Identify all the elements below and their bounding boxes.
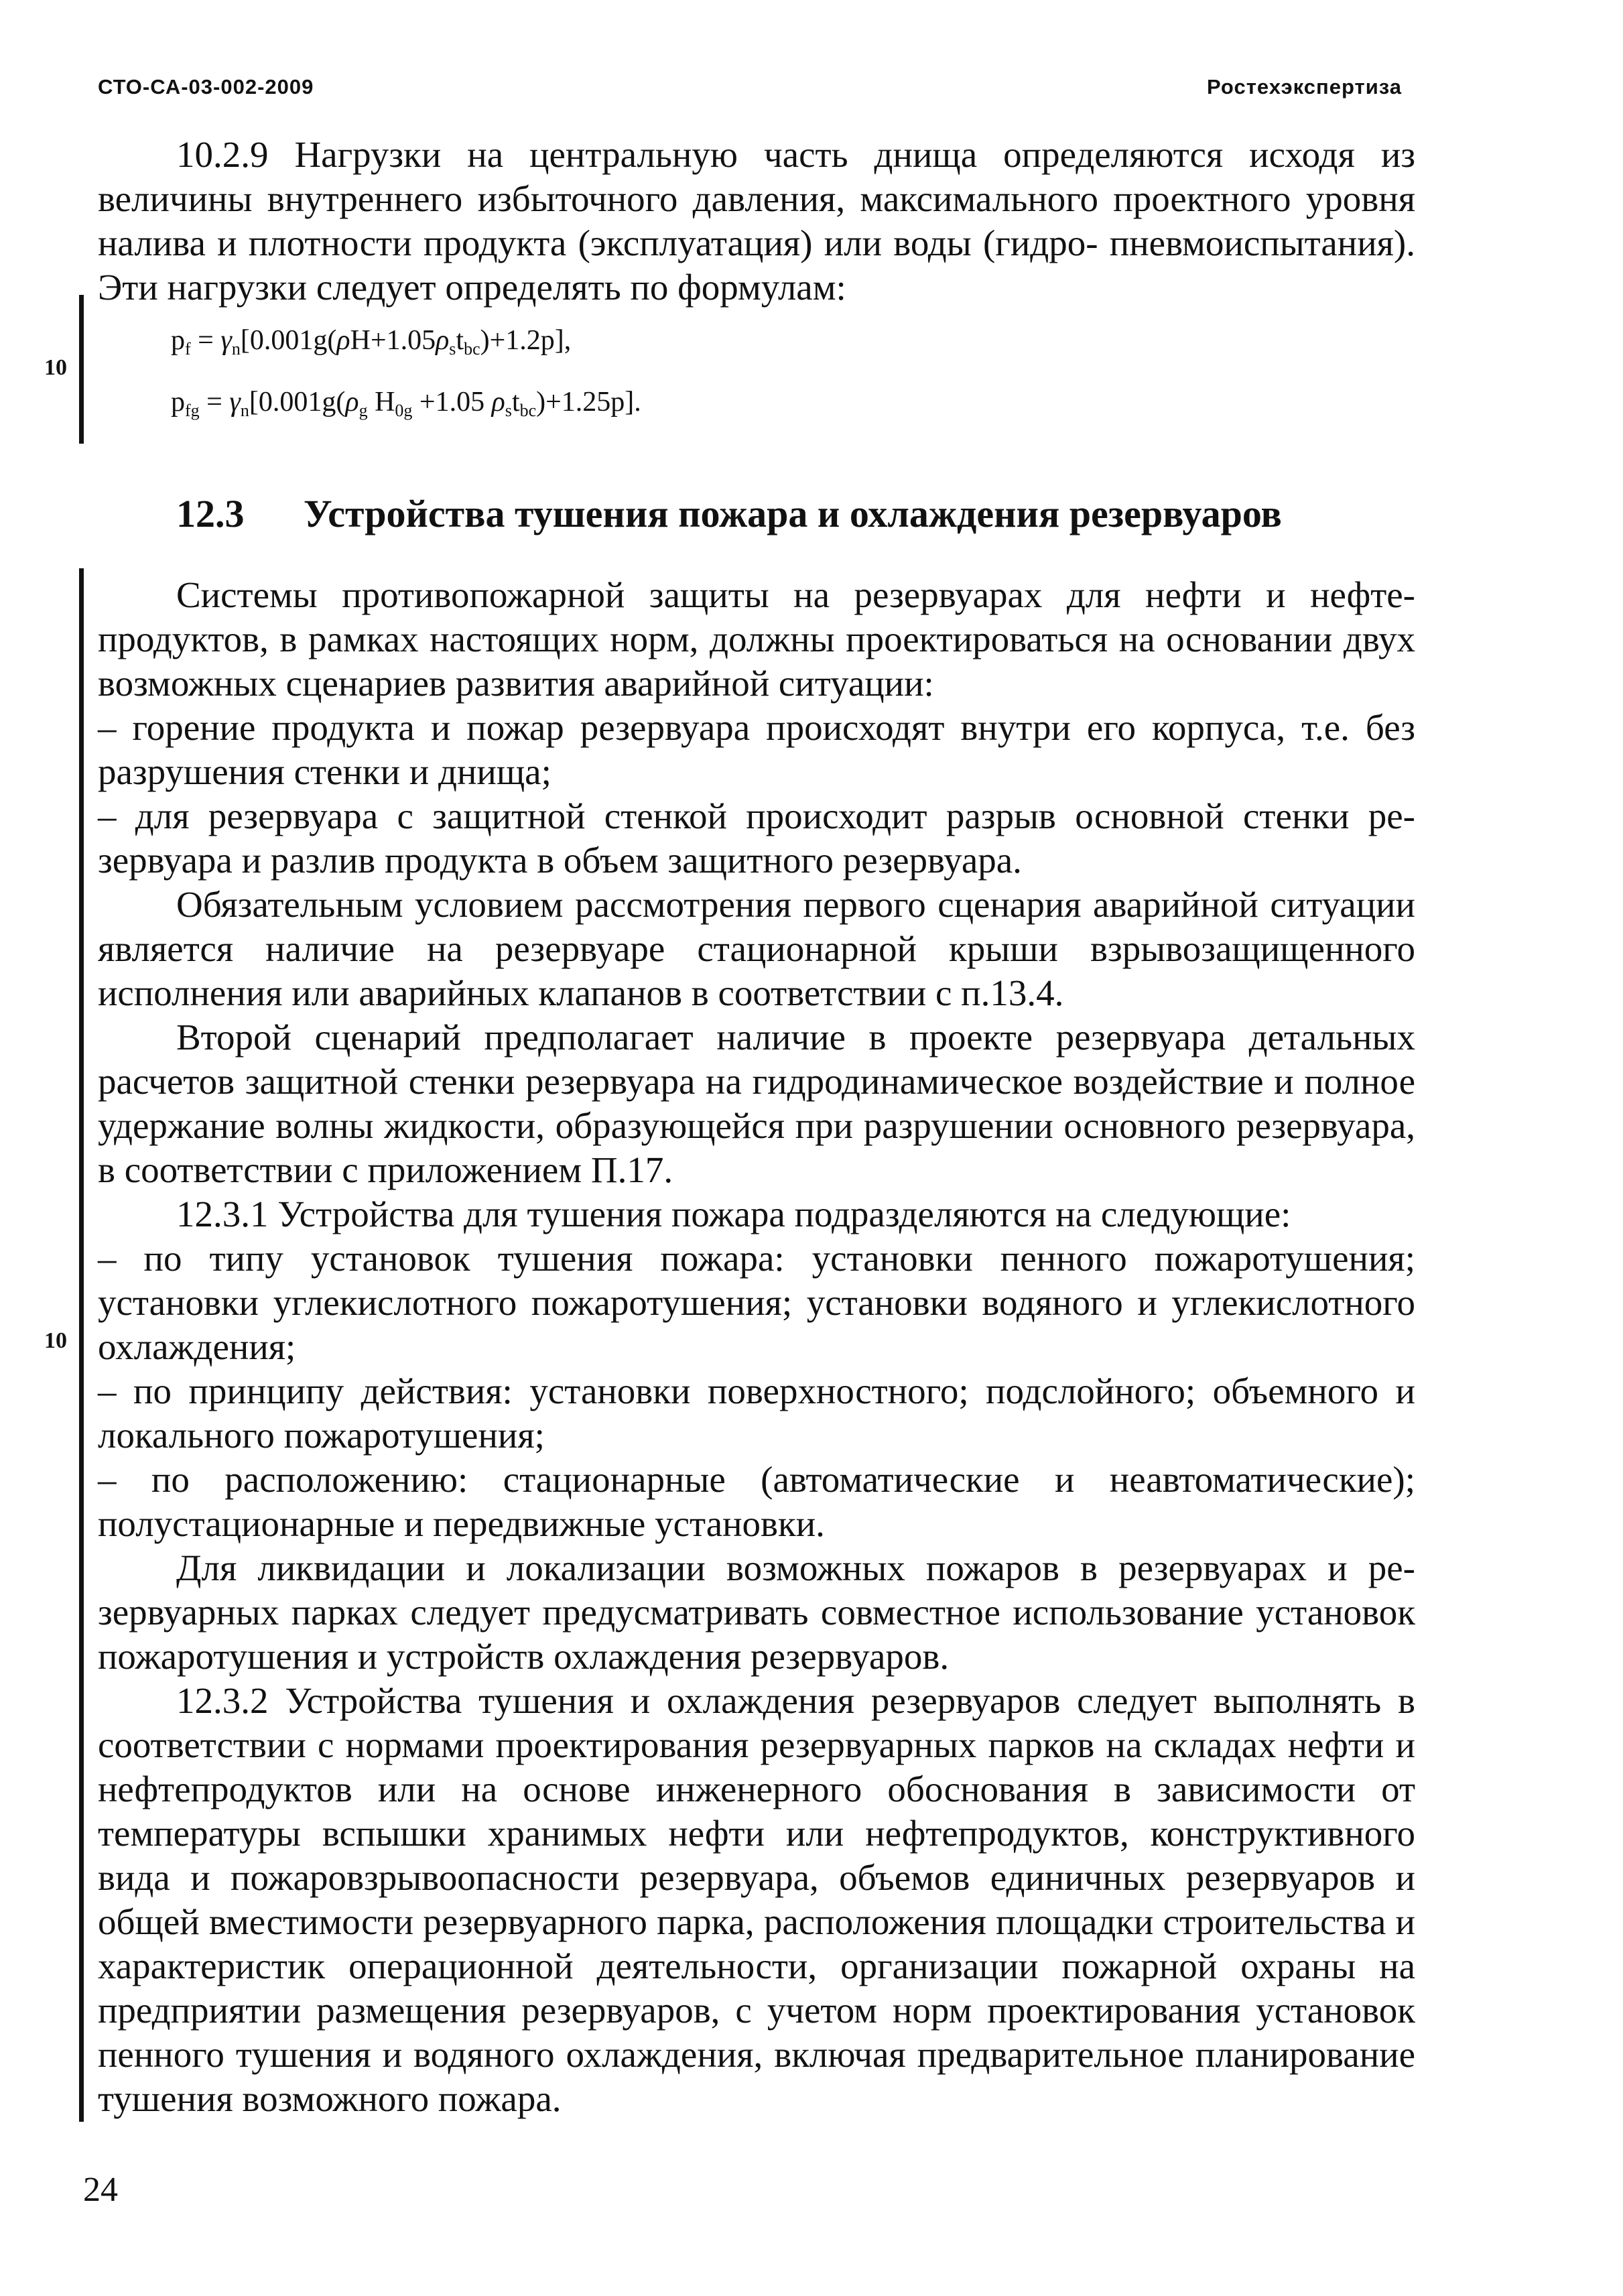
revision-number: 10 [44,1328,67,1353]
paragraph: Для ликвидации и локализации возможных пожаров в резервуарах и резервуарных парках следует предусматривать совместное использование установок пожаротушения и устройств охлаждения резервуаров. [98,1547,1415,1677]
organization-name: Ростехэкспертиза [1207,75,1402,99]
revision-bar [79,295,84,444]
section-number: 12.3 [176,492,245,535]
list-item: – горение продукта и пожар резервуара происходят внутри его корпуса, т.е. без разрушения стенки и днища; [98,707,1415,792]
section-title: Устройства тушения пожара и охлаждения резервуаров [304,492,1282,535]
paragraph: Второй сценарий предполагает наличие в проекте резервуара детальных расчетов защитной стенки резервуара на гидродинамическое воздействие и полное удержание волны жидкости, образующейся при разрушении основного резервуара, в соответствии с приложением П.17. [98,1017,1415,1190]
revision-number: 10 [44,355,67,380]
paragraph: Обязательным условием рассмотрения первого сценария аварийной ситуации является наличие на резервуаре стационарной крыши взрывозащищенного исполнения или аварийных клапанов в соответствии с п.13.4. [98,884,1415,1013]
paragraph-12-3-2: 12.3.2 Устройства тушения и охлаждения резервуаров следует выполнять в соответствии с нормами проектирования резервуарных парков на складах нефти и нефтепродуктов или на основе инженерного обоснования в зависимости от температуры вспышки хранимых нефти или нефтепродуктов, конструктивного вида и пожаровзрывоопасности резервуара, объемов единичных резервуаров и общей вместимости резервуарного парка, расположения площадки строительства и характеристик операционной деятельности, организации пожарной охраны на предприятии размещения резервуаров, с учетом норм проектирования установок пенного тушения и водяного охлаждения, включая предварительное планирование тушения возможного пожара. [98,1680,1415,2119]
paragraph-12-3-1: 12.3.1 Устройства для тушения пожара подразделяются на следующие: [176,1194,1291,1234]
list-item: – для резервуара с защитной стенкой происходит разрыв основной стенки резервуара и разлив продукта в объем защитного резервуара. [98,795,1415,881]
formula-pfg: $p_{fg} = \gamma_n[0.001g(\rho_g$ $H_{0g} +1.05$ $\rho_st_{bc})+1.25p$]. [171,387,641,420]
list-item: – по принципу действия: установки поверхностного; подслойного; объемного и локального пожаротушения; [98,1370,1415,1456]
main-body [98,573,1415,2121]
formula-pf: $p_f = \gamma_n[0.001g(\rho H+1.05\rho_st_{bc})+1.2p]$, [171,325,572,359]
intro-section [98,133,1415,310]
paragraph: Системы противопожарной защиты на резервуарах для нефти и нефтепродуктов, в рамках настоящих норм, должны проектироваться на основании двух возможных сценариев развития аварийной ситуации: [98,574,1415,704]
section-heading [176,491,1282,536]
document-code: СТО-СА-03-002-2009 [98,75,314,99]
revision-bar [79,568,84,2122]
list-item: – по расположению: стационарные (автоматические и неавтоматические); полустационарные и передвижные установки. [98,1459,1415,1544]
paragraph-10-2-9: 10.2.9 Нагрузки на центральную часть днища определяются исходя из величины внутреннего избыточного давления, максимального проектного уровня налива и плотности продукта (эксплуатация) или воды (гидро- пневмоиспытания). Эти нагрузки следует определять по формулам: [98,134,1415,308]
page-number: 24 [83,2171,118,2209]
list-item: – по типу установок тушения пожара: установки пенного пожаротушения; установки углекислотного пожаротушения; установки водяного и углекислотного охлаждения; [98,1238,1415,1367]
